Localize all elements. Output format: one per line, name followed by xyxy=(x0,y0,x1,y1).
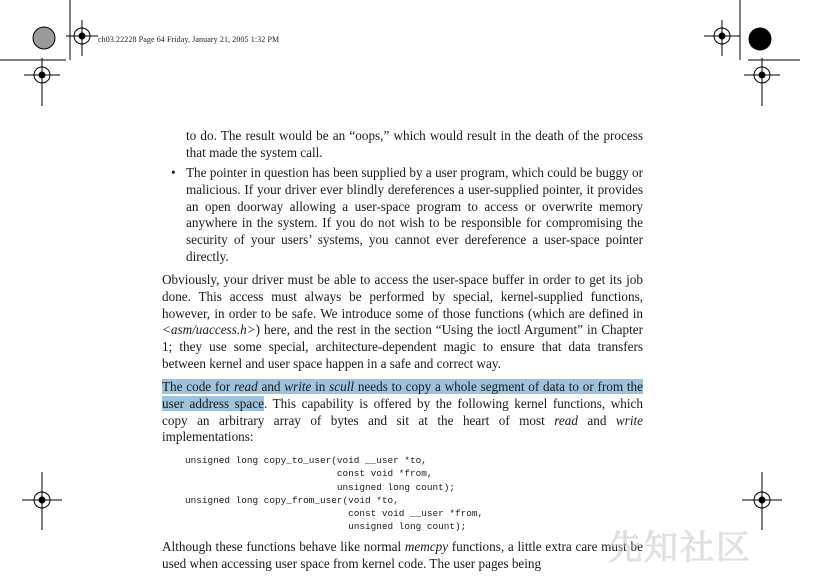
bullet-continuation xyxy=(162,128,643,162)
bullet-icon: • xyxy=(171,165,176,180)
crosshair-top-right-icon xyxy=(704,20,740,56)
crosshair-left-top-icon xyxy=(24,58,60,106)
paragraph-scull-copy xyxy=(162,379,643,446)
bullet-list-item xyxy=(162,165,643,266)
header-file-reference: <asm/uaccess.h> xyxy=(162,322,256,338)
bullet-text: The pointer in question has been supplied by a user program, which could be buggy or malicious. If your driver ever blindly dereferences a user-supplied pointer, it provides an open doorway allowing a user-space program to access or overwrite memory anywhere in the system. If you do not wish to be responsible for compromising the security of your users’ systems, you cannot ever dereference a user-space pointer directly. xyxy=(186,165,643,264)
crosshair-right-top-icon xyxy=(744,58,780,106)
paragraph-text: Although these functions behave like normal memcpy functions, a little extra care must be used when accessing user space from kernel code. The user pages being xyxy=(162,539,643,571)
highlighted-text[interactable]: The code for read and write in scull needs to copy a whole segment of data to or from the user address space xyxy=(162,379,643,411)
continuation-text: to do. The result would be an “oops,” which would result in the death of the process that made the system call. xyxy=(186,128,643,160)
running-head: ch03.22228 Page 64 Friday, January 21, 2005 1:32 PM xyxy=(98,35,280,44)
registration-gray-circle-icon xyxy=(33,27,55,49)
watermark: 先知社区 xyxy=(608,528,752,568)
paragraph-text: Obviously, your driver must be able to access the user-space buffer in order to get its job done. This access must always be performed by special, kernel-supplied functions, however, in order to be safe. We introduce some of those functions (which are defined in <asm/uaccess.h>) here, and the rest in the section “Using the ioctl Argument” in Chapter 1; they use some special, architecture-dependent magic to ensure that data transfers between kernel and user space happen in a safe and correct way. xyxy=(162,272,643,371)
code-block: unsigned long copy_to_user(void __user *to, const void *from, unsigned long count); unsigned long copy_from_user(void *to, const void __user *from, unsigned long count); xyxy=(185,455,484,533)
crosshair-left-bottom-icon xyxy=(22,472,62,530)
paragraph-uaccess xyxy=(162,272,643,373)
crosshair-top-left-icon xyxy=(66,20,98,56)
paragraph-text: The code for read and write in scull needs to copy a whole segment of data to or from the user address space. This capability is offered by the following kernel functions, which copy an arbitrary array of bytes and sit at the heart of most read and write implementations: xyxy=(162,379,643,445)
memcpy-reference: memcpy xyxy=(404,539,449,554)
registration-black-circle-icon xyxy=(749,28,771,50)
paragraph-memcpy xyxy=(162,539,643,573)
